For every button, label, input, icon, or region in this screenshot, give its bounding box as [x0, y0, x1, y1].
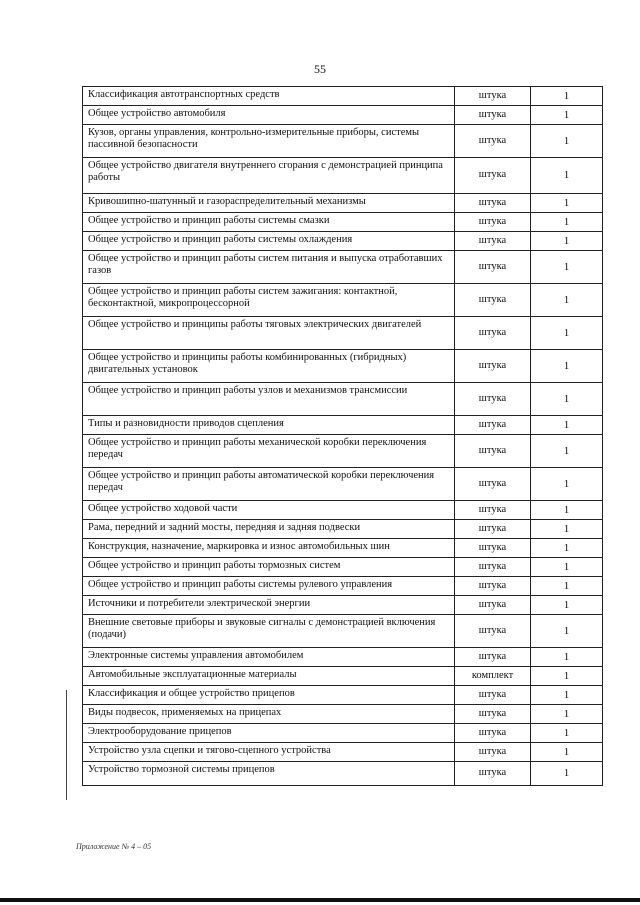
- row-name: Общее устройство ходовой части: [83, 501, 455, 520]
- row-qty: 1: [531, 686, 603, 705]
- row-qty: 1: [531, 125, 603, 158]
- row-unit: штука: [455, 350, 531, 383]
- row-name: Классификация и общее устройство прицепов: [83, 686, 455, 705]
- scan-edge-line: [66, 690, 67, 800]
- table-row: [83, 416, 603, 435]
- row-unit: штука: [455, 284, 531, 317]
- table-row: [83, 251, 603, 284]
- row-name: Устройство узла сцепки и тягово-сцепного устройства: [83, 743, 455, 762]
- row-name: Устройство тормозной системы прицепов: [83, 762, 455, 786]
- table-row: [83, 520, 603, 539]
- row-unit: штука: [455, 416, 531, 435]
- page-number: 55: [314, 62, 326, 76]
- row-qty: 1: [531, 87, 603, 106]
- row-name: Общее устройство двигателя внутреннего сгорания с демонстрацией принципа работы: [83, 158, 455, 194]
- row-unit: штука: [455, 87, 531, 106]
- table-row: [83, 558, 603, 577]
- row-qty: 1: [531, 520, 603, 539]
- row-name: Общее устройство и принципы работы тяговых электрических двигателей: [83, 317, 455, 350]
- row-name: Виды подвесок, применяемых на прицепах: [83, 705, 455, 724]
- table-row: [83, 667, 603, 686]
- row-qty: 1: [531, 705, 603, 724]
- row-unit: штука: [455, 539, 531, 558]
- table-row: [83, 435, 603, 468]
- row-unit: штука: [455, 577, 531, 596]
- row-qty: 1: [531, 350, 603, 383]
- row-unit: штука: [455, 158, 531, 194]
- row-qty: 1: [531, 106, 603, 125]
- row-unit: штука: [455, 435, 531, 468]
- row-qty: 1: [531, 232, 603, 251]
- row-name: Общее устройство и принцип работы систем зажигания: контактной, бесконтактной, микропроцессорной: [83, 284, 455, 317]
- row-qty: 1: [531, 743, 603, 762]
- row-unit: штука: [455, 762, 531, 786]
- row-unit: штука: [455, 501, 531, 520]
- row-name: Классификация автотранспортных средств: [83, 87, 455, 106]
- row-name: Общее устройство и принцип работы тормозных систем: [83, 558, 455, 577]
- row-name: Общее устройство и принцип работы автоматической коробки переключения передач: [83, 468, 455, 501]
- table-row: [83, 596, 603, 615]
- table-row: [83, 284, 603, 317]
- table-row: [83, 615, 603, 648]
- row-name: Кривошипно-шатунный и газораспределительный механизмы: [83, 194, 455, 213]
- row-qty: 1: [531, 251, 603, 284]
- table-row: [83, 743, 603, 762]
- row-qty: 1: [531, 383, 603, 416]
- table-row: [83, 194, 603, 213]
- row-unit: штука: [455, 317, 531, 350]
- row-unit: штука: [455, 468, 531, 501]
- table-row: [83, 383, 603, 416]
- equipment-table: [82, 86, 603, 786]
- row-qty: 1: [531, 416, 603, 435]
- table-row: [83, 213, 603, 232]
- row-qty: 1: [531, 194, 603, 213]
- row-name: Общее устройство и принцип работы узлов и механизмов трансмиссии: [83, 383, 455, 416]
- row-name: Общее устройство и принцип работы систем питания и выпуска отработавших газов: [83, 251, 455, 284]
- table-row: [83, 539, 603, 558]
- row-unit: штука: [455, 648, 531, 667]
- row-qty: 1: [531, 596, 603, 615]
- row-unit: штука: [455, 520, 531, 539]
- row-name: Рама, передний и задний мосты, передняя и задняя подвески: [83, 520, 455, 539]
- row-name: Общее устройство и принцип работы системы смазки: [83, 213, 455, 232]
- row-unit: штука: [455, 686, 531, 705]
- row-name: Электронные системы управления автомобилем: [83, 648, 455, 667]
- table-row: [83, 501, 603, 520]
- row-qty: 1: [531, 615, 603, 648]
- row-unit: штука: [455, 596, 531, 615]
- row-name: Кузов, органы управления, контрольно-измерительные приборы, системы пассивной безопасности: [83, 125, 455, 158]
- table-row: [83, 648, 603, 667]
- row-unit: штука: [455, 194, 531, 213]
- table-row: [83, 350, 603, 383]
- row-unit: штука: [455, 125, 531, 158]
- row-qty: 1: [531, 667, 603, 686]
- table-row: [83, 705, 603, 724]
- row-unit: штука: [455, 705, 531, 724]
- row-qty: 1: [531, 317, 603, 350]
- row-name: Электрооборудование прицепов: [83, 724, 455, 743]
- row-name: Общее устройство и принципы работы комбинированных (гибридных) двигательных установок: [83, 350, 455, 383]
- table-row: [83, 232, 603, 251]
- row-unit: штука: [455, 232, 531, 251]
- row-qty: 1: [531, 501, 603, 520]
- scan-bottom-border: [0, 898, 640, 902]
- row-qty: 1: [531, 213, 603, 232]
- table-row: [83, 762, 603, 786]
- table-row: [83, 317, 603, 350]
- table-row: [83, 125, 603, 158]
- row-name: Конструкция, назначение, маркировка и износ автомобильных шин: [83, 539, 455, 558]
- row-qty: 1: [531, 577, 603, 596]
- row-qty: 1: [531, 158, 603, 194]
- row-unit: штука: [455, 558, 531, 577]
- row-unit: комплект: [455, 667, 531, 686]
- table-row: [83, 158, 603, 194]
- table-row: [83, 468, 603, 501]
- table-row: [83, 577, 603, 596]
- row-qty: 1: [531, 724, 603, 743]
- row-qty: 1: [531, 648, 603, 667]
- row-qty: 1: [531, 468, 603, 501]
- row-name: Общее устройство автомобиля: [83, 106, 455, 125]
- row-name: Общее устройство и принцип работы системы рулевого управления: [83, 577, 455, 596]
- row-name: Типы и разновидности приводов сцепления: [83, 416, 455, 435]
- row-name: Общее устройство и принцип работы системы охлаждения: [83, 232, 455, 251]
- row-name: Общее устройство и принцип работы механической коробки переключения передач: [83, 435, 455, 468]
- table-row: [83, 686, 603, 705]
- row-unit: штука: [455, 724, 531, 743]
- row-unit: штука: [455, 106, 531, 125]
- row-qty: 1: [531, 558, 603, 577]
- row-name: Источники и потребители электрической энергии: [83, 596, 455, 615]
- footer-note: Приложение № 4 – 05: [76, 842, 152, 851]
- row-qty: 1: [531, 539, 603, 558]
- row-name: Автомобильные эксплуатационные материалы: [83, 667, 455, 686]
- row-unit: штука: [455, 383, 531, 416]
- row-unit: штука: [455, 251, 531, 284]
- row-unit: штука: [455, 743, 531, 762]
- table-row: [83, 87, 603, 106]
- row-unit: штука: [455, 213, 531, 232]
- row-unit: штука: [455, 615, 531, 648]
- row-name: Внешние световые приборы и звуковые сигналы с демонстрацией включения (подачи): [83, 615, 455, 648]
- table-row: [83, 724, 603, 743]
- row-qty: 1: [531, 435, 603, 468]
- row-qty: 1: [531, 284, 603, 317]
- table-row: [83, 106, 603, 125]
- row-qty: 1: [531, 762, 603, 786]
